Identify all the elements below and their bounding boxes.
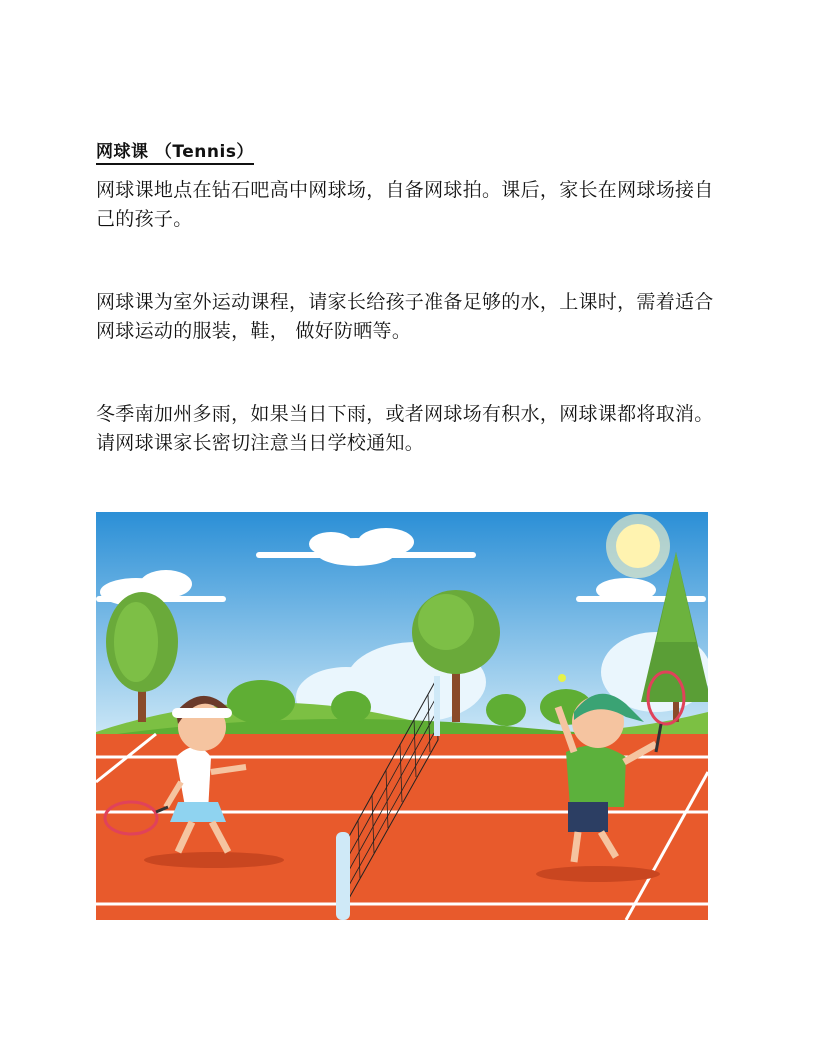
section-heading: 网球课 （Tennis） xyxy=(96,137,254,165)
paragraph-rain-cancel: 冬季南加州多雨，如果当日下雨，或者网球场有积水，网球课都将取消。请网球课家长密切注意当日学校通知。 xyxy=(96,403,714,454)
sun-icon xyxy=(606,514,670,578)
tennis-ball-icon xyxy=(558,674,566,682)
paragraph-location: 网球课地点在钻石吧高中网球场，自备网球拍。课后，家长在网球场接自己的孩子。 xyxy=(96,179,714,230)
paragraph-outdoor-prep: 网球课为室外运动课程，请家长给孩子准备足够的水，上课时，需着适合网球运动的服装，鞋， 做好防晒等。 xyxy=(96,291,714,342)
tennis-court-illustration xyxy=(96,512,708,920)
